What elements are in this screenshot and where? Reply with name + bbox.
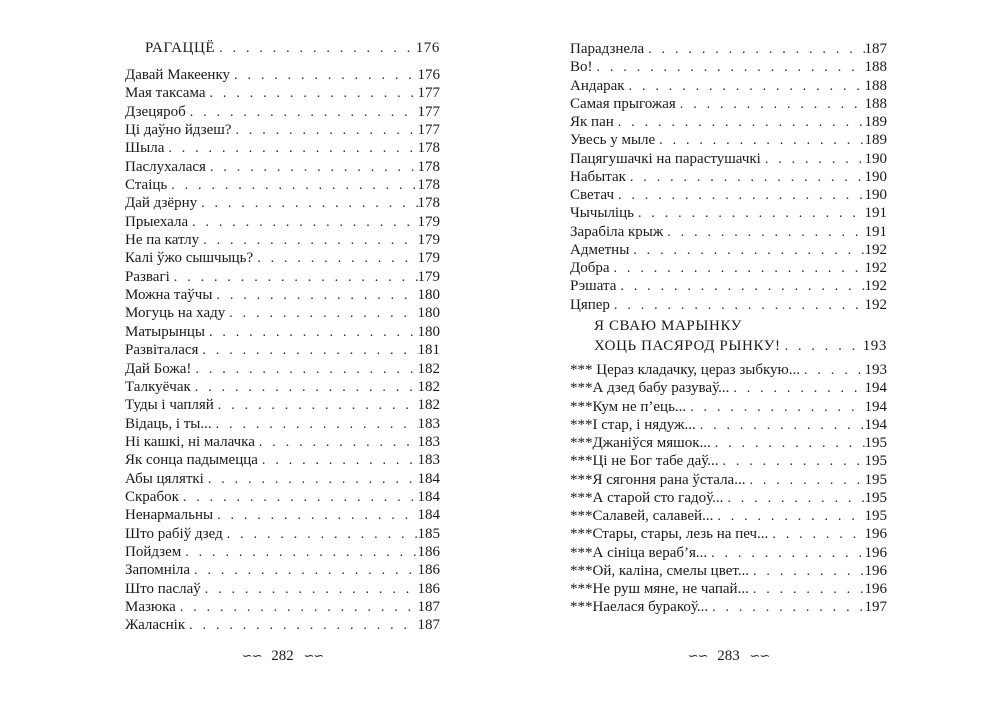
entry-page: 192 <box>864 278 887 295</box>
entry-page: 195 <box>864 471 887 488</box>
toc-entry <box>125 66 440 84</box>
section-title: Я СВАЮ МАРЫНКУ <box>594 318 742 334</box>
toc-entry <box>570 379 887 397</box>
dot-leader <box>711 435 865 453</box>
toc-entry <box>570 452 887 470</box>
entry-title: Ненармальны <box>125 507 214 524</box>
toc-list <box>570 361 887 617</box>
entry-page: 187 <box>417 617 440 634</box>
toc-entry <box>570 186 887 204</box>
toc-entry <box>125 231 440 249</box>
entry-page: 177 <box>417 85 440 102</box>
dot-leader <box>225 305 417 323</box>
dot-leader <box>745 472 864 490</box>
entry-page: 194 <box>864 380 887 397</box>
dot-leader <box>610 297 865 315</box>
dot-leader <box>258 452 418 470</box>
entry-page: 176 <box>417 67 440 83</box>
dot-leader <box>206 85 418 103</box>
entry-title: Як сонца падымецца <box>125 452 258 469</box>
section-title: ХОЦЬ ПАСЯРОД РЫНКУ! <box>594 338 781 354</box>
entry-title: Можна таўчы <box>125 287 213 304</box>
entry-title: Рэшата <box>570 278 617 295</box>
dot-leader <box>634 205 865 223</box>
entry-page: 188 <box>864 59 887 76</box>
entry-page: 196 <box>864 544 887 561</box>
entry-title: Што паслаў <box>125 580 201 597</box>
entry-title: Калі ўжо сышчыць? <box>125 250 254 267</box>
toc-entry <box>125 415 440 433</box>
toc-entry <box>125 360 440 378</box>
entry-page: 186 <box>417 580 440 597</box>
dot-leader <box>749 581 865 599</box>
entry-page: 184 <box>417 470 440 487</box>
entry-title: Талкуёчак <box>125 378 191 395</box>
entry-title: Развагі <box>125 268 170 285</box>
entry-page: 179 <box>417 268 440 285</box>
entry-title: ***Ці не Бог табе даў... <box>570 453 719 470</box>
entry-title: Скрабок <box>125 488 179 505</box>
entry-page: 193 <box>864 362 887 378</box>
toc-entry <box>125 433 440 451</box>
entry-page: 192 <box>864 260 887 276</box>
entry-title: Што рабіў дзед <box>125 525 223 542</box>
dot-leader <box>223 526 418 544</box>
toc-entry <box>125 323 440 341</box>
toc-entry <box>570 77 887 95</box>
dot-leader <box>768 526 864 544</box>
entry-page: 180 <box>417 305 440 322</box>
entry-title: Жаласнік <box>125 617 186 634</box>
ornament-left-icon: ∽∽ <box>241 648 262 663</box>
dot-leader <box>593 59 865 77</box>
toc-entry <box>125 268 440 286</box>
toc-entry <box>125 580 440 598</box>
toc-entry <box>570 598 887 616</box>
dot-leader <box>205 324 418 342</box>
toc-entry <box>125 470 440 488</box>
entry-page: 177 <box>417 122 440 139</box>
toc-entry <box>125 561 440 579</box>
entry-title: ***Наелася буракоў... <box>570 599 709 616</box>
entry-title: Стаіць <box>125 177 168 194</box>
entry-page: 190 <box>864 187 887 203</box>
entry-title: Набытак <box>570 168 626 185</box>
dot-leader <box>212 287 417 305</box>
dot-leader <box>188 214 417 232</box>
toc-entry <box>570 131 887 149</box>
dot-leader <box>213 507 417 525</box>
entry-page: 185 <box>417 525 440 542</box>
entry-title: Матырынцы <box>125 323 205 340</box>
entry-title: ***А сініца вераб’я... <box>570 544 708 561</box>
ornament-right-icon: ∽∽ <box>303 648 324 663</box>
entry-title: ***Джаніўся мяшок... <box>570 435 711 451</box>
entry-page: 189 <box>864 114 887 130</box>
section-page: 176 <box>415 40 440 56</box>
entry-page: 186 <box>417 562 440 579</box>
section-title: РАГАЦЦЁ <box>145 40 216 56</box>
entry-title: ***А старой сто гадоў... <box>570 489 724 506</box>
entry-title: Самая прыгожая <box>570 95 676 112</box>
toc-entry <box>125 378 440 396</box>
dot-leader <box>626 169 865 187</box>
entry-title: ***Стары, стары, лезь на печ... <box>570 526 769 543</box>
toc-entry <box>570 489 887 507</box>
toc-entry <box>570 507 887 525</box>
section-heading-line1 <box>570 318 887 335</box>
entry-title: Цяпер <box>570 296 610 313</box>
entry-page: 188 <box>864 95 887 112</box>
dot-leader <box>800 362 865 380</box>
entry-title: Не па катлу <box>125 232 200 249</box>
dot-leader <box>718 453 864 471</box>
toc-entry <box>570 544 887 562</box>
entry-page: 183 <box>417 452 440 469</box>
toc-entry <box>125 396 440 414</box>
dot-leader <box>614 187 865 205</box>
toc-entry <box>570 361 887 379</box>
toc-entry <box>125 139 440 157</box>
dot-leader <box>176 599 418 617</box>
dot-leader <box>214 397 418 415</box>
entry-title: Абы цяляткі <box>125 470 204 487</box>
dot-leader <box>198 342 417 360</box>
toc-entry <box>125 158 440 176</box>
toc-entry <box>570 398 887 416</box>
entry-page: 183 <box>417 433 440 450</box>
toc-entry <box>125 488 440 506</box>
left-page <box>125 0 440 707</box>
entry-page: 187 <box>417 598 440 615</box>
toc-entry <box>570 58 887 76</box>
dot-leader <box>197 195 417 213</box>
dot-leader <box>255 434 418 452</box>
entry-page: 190 <box>864 150 887 167</box>
dot-leader <box>723 490 864 508</box>
entry-title: Увесь у мыле <box>570 132 656 149</box>
dot-leader <box>663 224 864 242</box>
entry-title: Адметны <box>570 241 630 258</box>
entry-title: Ні кашкі, ні малачка <box>125 433 255 450</box>
entry-title: Відаць, і ты... <box>125 415 212 432</box>
entry-title: Ці даўно йдзеш? <box>125 122 232 139</box>
dot-leader <box>190 562 417 580</box>
entry-page: 194 <box>864 398 887 415</box>
entry-title: Мая таксама <box>125 85 206 102</box>
right-page <box>570 0 887 707</box>
entry-page: 180 <box>417 287 440 304</box>
toc-entry <box>570 204 887 222</box>
toc-entry <box>570 241 887 259</box>
entry-page: 196 <box>864 581 887 597</box>
dot-leader <box>186 104 418 122</box>
entry-title: Як пан <box>570 114 614 130</box>
dot-leader <box>191 361 417 379</box>
entry-page: 183 <box>417 415 440 432</box>
entry-page: 195 <box>864 435 887 451</box>
folio-number: 283 <box>717 648 740 664</box>
page-number <box>125 648 440 665</box>
entry-page: 181 <box>417 342 440 359</box>
dot-leader <box>713 508 864 526</box>
dot-leader <box>708 599 864 617</box>
toc-entry <box>125 598 440 616</box>
entry-page: 186 <box>417 543 440 560</box>
entry-title: Дай Божа! <box>125 360 192 377</box>
toc-entry <box>125 341 440 359</box>
toc-entry <box>570 150 887 168</box>
entry-page: 191 <box>864 205 887 222</box>
dot-leader <box>231 122 417 140</box>
entry-page: 182 <box>417 397 440 414</box>
toc-entry <box>570 113 887 131</box>
entry-title: Чычыліць <box>570 205 634 222</box>
dot-leader <box>676 96 865 114</box>
entry-title: Шыла <box>125 140 165 157</box>
entry-page: 184 <box>417 488 440 505</box>
toc-entry <box>570 259 887 277</box>
entry-page: 182 <box>417 360 440 377</box>
entry-title: Запомніла <box>125 562 191 579</box>
dot-leader <box>191 379 418 397</box>
toc-entry <box>125 616 440 634</box>
toc-entry <box>125 286 440 304</box>
entry-page: 178 <box>417 177 440 194</box>
dot-leader <box>164 140 417 158</box>
dot-leader <box>761 151 865 169</box>
entry-title: *** Цераз кладачку, цераз зыбкую... <box>570 362 800 378</box>
toc-entry <box>125 304 440 322</box>
dot-leader <box>616 278 864 296</box>
dot-leader <box>707 545 864 563</box>
dot-leader <box>185 617 417 635</box>
toc-entry <box>570 471 887 489</box>
toc-list <box>125 66 440 635</box>
entry-page: 179 <box>417 232 440 249</box>
entry-page: 187 <box>864 41 887 57</box>
toc-entry <box>570 168 887 186</box>
toc-entry <box>125 103 440 121</box>
entry-page: 192 <box>864 296 887 313</box>
entry-page: 195 <box>864 508 887 524</box>
entry-title: Туды і чапляй <box>125 397 214 414</box>
entry-page: 196 <box>864 562 887 579</box>
entry-title: ***Не руш мяне, не чапай... <box>570 581 749 597</box>
dot-leader <box>686 399 864 417</box>
dot-leader <box>170 269 418 287</box>
section-heading <box>125 40 440 57</box>
dot-leader <box>181 544 417 562</box>
toc-entry <box>125 121 440 139</box>
toc-entry <box>570 580 887 598</box>
dot-leader <box>610 260 865 278</box>
entry-title: Развіталася <box>125 342 199 359</box>
dot-leader <box>206 159 418 177</box>
toc-entry <box>570 416 887 434</box>
dot-leader <box>199 232 417 250</box>
entry-page: 179 <box>417 213 440 230</box>
entry-title: Дзецяроб <box>125 103 186 120</box>
entry-page: 182 <box>417 378 440 395</box>
entry-page: 180 <box>417 323 440 340</box>
ornament-right-icon: ∽∽ <box>749 648 770 663</box>
toc-entry <box>125 213 440 231</box>
entry-page: 189 <box>864 132 887 149</box>
toc-entry <box>570 277 887 295</box>
entry-title: Давай Макеенку <box>125 67 231 83</box>
entry-page: 195 <box>864 453 887 470</box>
entry-page: 195 <box>864 489 887 506</box>
entry-page: 190 <box>864 168 887 185</box>
folio-number: 282 <box>271 648 294 664</box>
dot-leader <box>212 416 418 434</box>
toc-entry <box>570 562 887 580</box>
dot-leader <box>167 177 417 195</box>
toc-entry <box>570 95 887 113</box>
entry-page: 197 <box>864 599 887 616</box>
entry-title: ***І стар, і нядуж... <box>570 416 696 433</box>
ornament-left-icon: ∽∽ <box>687 648 708 663</box>
section-heading-line2 <box>570 338 887 355</box>
dot-leader <box>614 114 865 132</box>
entry-page: 196 <box>864 526 887 543</box>
dot-leader <box>629 242 864 260</box>
entry-title: Дай дзёрну <box>125 195 198 212</box>
dot-leader <box>696 417 865 435</box>
toc-entry <box>570 40 887 58</box>
dot-leader <box>201 581 418 599</box>
entry-title: Могуць на хаду <box>125 305 226 322</box>
entry-page: 194 <box>864 416 887 433</box>
entry-page: 178 <box>417 140 440 157</box>
entry-title: Светач <box>570 187 614 203</box>
entry-title: ***А дзед бабу разуваў... <box>570 380 730 397</box>
toc-list <box>570 40 887 314</box>
toc-entry <box>125 451 440 469</box>
toc-entry <box>125 194 440 212</box>
entry-page: 179 <box>417 250 440 267</box>
entry-title: Зарабіла крыж <box>570 223 664 240</box>
entry-title: Парадзнела <box>570 41 645 57</box>
entry-page: 178 <box>417 195 440 212</box>
entry-page: 191 <box>864 223 887 240</box>
entry-title: Паслухалася <box>125 158 206 175</box>
entry-page: 184 <box>417 507 440 524</box>
entry-title: Андарак <box>570 77 625 94</box>
entry-title: Пацягушачкі на парастушачкі <box>570 150 761 167</box>
entry-title: Пойдзем <box>125 543 182 560</box>
dot-leader <box>729 380 864 398</box>
toc-entry <box>570 223 887 241</box>
entry-title: ***Я сягоння рана ўстала... <box>570 471 746 488</box>
entry-page: 188 <box>864 77 887 94</box>
dot-leader <box>644 41 864 59</box>
entry-title: Добра <box>570 260 610 276</box>
dot-leader <box>253 250 417 268</box>
dot-leader <box>625 78 865 96</box>
dot-leader <box>204 471 418 489</box>
entry-page: 177 <box>417 103 440 120</box>
toc-entry <box>570 525 887 543</box>
toc-entry <box>570 296 887 314</box>
entry-title: ***Салавей, салавей... <box>570 508 714 524</box>
toc-entry <box>125 176 440 194</box>
entry-title: Мазюка <box>125 598 176 615</box>
toc-entry <box>125 249 440 267</box>
entry-page: 192 <box>864 241 887 258</box>
page-number <box>570 648 887 665</box>
toc-entry <box>125 84 440 102</box>
dot-leader <box>655 132 864 150</box>
dot-leader <box>230 67 417 85</box>
entry-title: ***Кум не п’ець... <box>570 398 687 415</box>
toc-entry <box>125 525 440 543</box>
entry-title: Во! <box>570 59 593 76</box>
toc-entry <box>570 434 887 452</box>
section-page: 193 <box>862 338 887 354</box>
dot-leader <box>749 563 864 581</box>
entry-page: 178 <box>417 158 440 175</box>
entry-title: Прыехала <box>125 213 189 230</box>
entry-title: ***Ой, каліна, смелы цвет... <box>570 562 750 579</box>
toc-entry <box>125 506 440 524</box>
dot-leader <box>179 489 418 507</box>
toc-entry <box>125 543 440 561</box>
